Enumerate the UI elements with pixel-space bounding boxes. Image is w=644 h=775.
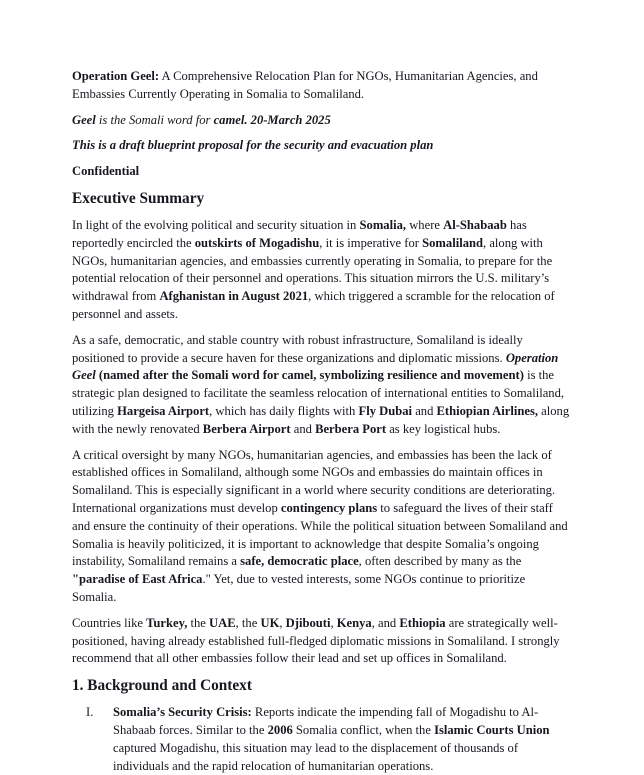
doc-confidential-label: Confidential bbox=[72, 164, 140, 179]
exec-summary-paragraph-3: A critical oversight by many NGOs, humanitarian agencies, and embassies has been the lack of established offices in Somaliland, although some NGOs and embassies do maintain offices in Somaliland. This is especially significant in a world where security conditions are deteriorating. International organizations must develop contingency plans to safeguard the lives of their staff and ensure the continuity of their operations. While the political situation between Somaliland and Somalia is heavily politicized, it is important to acknowledge that despite Somalia’s ongoing instability, Somaliland remains a safe, democratic place, often described by many as the "paradise of East Africa." Yet, due to vested interests, some NGOs continue to prioritize Somalia. bbox=[72, 447, 568, 604]
exec-summary-paragraph-4: Countries like Turkey, the UAE, the UK, Djibouti, Kenya, and Ethiopia are strategically well-positioned, having already established full-fledged diplomatic missions in Somaliland. I strongly recommend that all other embassies follow their lead and set up offices in Somaliland. bbox=[72, 615, 560, 666]
exec-summary-paragraph-2: As a safe, democratic, and stable country with robust infrastructure, Somaliland is ideally positioned to provide a secure haven for these organizations and diplomatic missions. Operation Geel (named after the Somali word for camel, symbolizing resilience and movement) is the strategic plan designed to facilitate the seamless relocation of international entities to Somaliland, utilizing Hargeisa Airport, which has daily flights with Fly Dubai and Ethiopian Airlines, along with the newly renovated Berbera Airport and Berbera Port as key logistical hubs. bbox=[72, 332, 570, 436]
list-item-marker: I. bbox=[86, 705, 94, 720]
doc-draft-note: This is a draft blueprint proposal for the security and evacuation plan bbox=[72, 138, 434, 153]
doc-title: Operation Geel: A Comprehensive Relocation Plan for NGOs, Humanitarian Agencies, and Embassies Currently Operating in Somalia to Somaliland. bbox=[72, 69, 538, 101]
doc-tagline-date-line: Geel is the Somali word for camel. 20-March 2025 bbox=[72, 112, 331, 127]
background-context-heading: 1. Background and Context bbox=[72, 677, 252, 695]
executive-summary-heading: Executive Summary bbox=[72, 189, 205, 207]
list-item-text: Somalia’s Security Crisis: Reports indicate the impending fall of Mogadishu to Al-Shabaab forces. Similar to the 2006 Somalia conflict, when the Islamic Courts Union captured Mogadishu, this situation may lead to the displacement of thousands of individuals and the rapid relocation of humanitarian operations. bbox=[113, 705, 550, 773]
list-item-security-crisis bbox=[72, 704, 572, 775]
exec-summary-paragraph-1: In light of the evolving political and security situation in Somalia, where Al-Shabaab has reportedly encircled the outskirts of Mogadishu, it is imperative for Somaliland, along with NGOs, humanitarian agencies, and embassies currently operating in Somalia, to prepare for the potential relocation of their personnel and operations. This situation mirrors the U.S. military’s withdrawal from Afghanistan in August 2021, which triggered a scramble for the relocation of personnel and assets. bbox=[72, 217, 555, 321]
background-roman-list bbox=[72, 704, 572, 775]
